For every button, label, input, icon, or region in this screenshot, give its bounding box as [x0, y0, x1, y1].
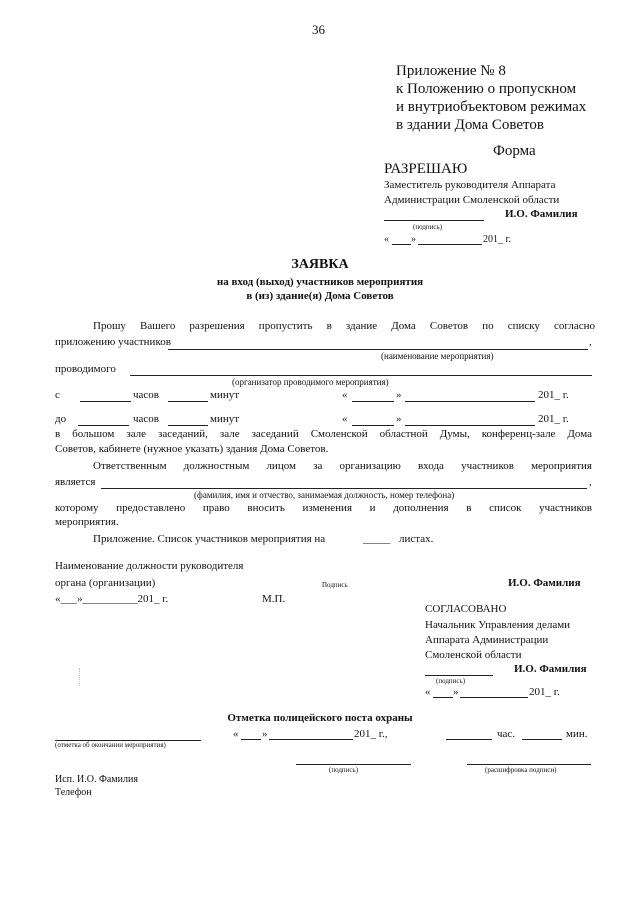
to-date-year: 201_ г. — [538, 413, 569, 425]
organizer-line — [130, 375, 592, 376]
from-label: с — [55, 389, 60, 401]
responsible-line-1: Ответственным должностным лицом за организацию входа участников мероприятия — [93, 460, 592, 472]
to-label: до — [55, 413, 67, 425]
appendix-line-4: в здании Дома Советов — [396, 117, 544, 133]
to-date-month-blank — [405, 425, 535, 426]
from-date-month-blank — [405, 401, 535, 402]
police-date-open: « — [233, 728, 239, 740]
to-date-close: » — [396, 413, 402, 425]
approve-signature-caption: (подпись) — [413, 223, 443, 231]
police-date-month-blank — [269, 739, 353, 740]
responsible-end: , — [589, 476, 592, 488]
responsible-line-2: является — [55, 476, 96, 488]
police-signature-caption: (подпись) — [329, 766, 359, 774]
police-signature-line — [296, 764, 411, 765]
head-date: «___»__________201_ г. — [55, 593, 169, 605]
event-name-line — [168, 349, 588, 350]
agreed-line-3: Смоленской области — [425, 649, 522, 661]
agreed-date-month-blank — [460, 697, 528, 698]
agreed-date-day-blank — [433, 697, 453, 698]
police-minutes-blank — [522, 739, 562, 740]
approve-date-open: « — [384, 234, 389, 245]
approve-date-day-blank — [392, 244, 411, 245]
police-hours-label: час. — [497, 728, 516, 740]
agreed-name: И.О. Фамилия — [514, 663, 587, 675]
approve-signature-line — [384, 220, 484, 221]
appendix-line-3: и внутриобъектовом режимах — [396, 99, 587, 115]
agreed-line-1: Начальник Управления делами — [425, 619, 571, 631]
to-hours-label: часов — [133, 413, 159, 425]
attachment-pages-blank: _____ — [363, 533, 391, 545]
from-hours-label: часов — [133, 389, 159, 401]
executor: Исп. И.О. Фамилия — [55, 774, 138, 785]
stamp-place: М.П. — [262, 593, 286, 605]
agreed-title: СОГЛАСОВАНО — [425, 603, 507, 615]
request-line-1: Прошу Вашего разрешения пропустить в здание Дома Советов по списку согласно — [93, 320, 595, 332]
agreed-line-2: Аппарата Администрации — [425, 634, 549, 646]
form-label: Форма — [493, 143, 536, 159]
agreed-signature-caption: (подпись) — [436, 677, 466, 685]
head-name: И.О. Фамилия — [508, 577, 581, 589]
agreed-date-close: » — [453, 686, 459, 698]
police-date-day-blank — [241, 739, 261, 740]
from-date-open: « — [342, 389, 348, 401]
to-hours-blank — [78, 425, 129, 426]
responsible-caption: (фамилия, имя и отчество, занимаемая должность, номер телефона) — [194, 490, 455, 500]
approve-date-month-blank — [418, 244, 482, 245]
approve-date-close: » — [411, 234, 416, 245]
held-by-label: проводимого — [55, 363, 116, 375]
to-minutes-blank — [168, 425, 208, 426]
police-decode-caption: (расшифровка подписи) — [485, 766, 557, 774]
to-date-open: « — [342, 413, 348, 425]
rights-line-1: которому предоставлено право вносить изменения и дополнения в список участников — [55, 502, 592, 514]
head-signature-label: Подпись — [322, 581, 348, 589]
page-number: 36 — [312, 22, 325, 37]
approve-name: И.О. Фамилия — [505, 208, 578, 220]
approve-position-line-2: Администрации Смоленской области — [384, 194, 560, 206]
rights-line-2: мероприятия. — [55, 516, 119, 528]
location-line-1: в большом зале заседаний, зале заседаний Смоленской областной Думы, конференц-зале Дома — [55, 428, 592, 440]
agreed-date-year: 201_ г. — [529, 686, 560, 698]
document-subtitle-1: на вход (выход) участников мероприятия — [216, 276, 424, 288]
request-line-2: приложению участников — [55, 336, 171, 348]
attachment-text: Приложение. Список участников мероприятия на — [93, 533, 326, 545]
police-hours-blank — [446, 739, 492, 740]
from-hours-blank — [80, 401, 131, 402]
scan-mark — [79, 668, 81, 686]
from-date-day-blank — [352, 401, 394, 402]
head-position-line-2: органа (организации) — [55, 577, 156, 589]
appendix-line-2: к Положению о пропускном — [396, 81, 577, 97]
approve-position-line-1: Заместитель руководителя Аппарата — [384, 179, 556, 191]
organizer-caption: (организатор проводимого мероприятия) — [232, 377, 389, 387]
from-minutes-label: минут — [210, 389, 240, 401]
from-minutes-blank — [168, 401, 208, 402]
agreed-date-open: « — [425, 686, 431, 698]
approve-title: РАЗРЕШАЮ — [384, 161, 468, 177]
approve-date-year: 201_ г. — [483, 234, 511, 245]
event-name-end: , — [589, 336, 592, 348]
police-date-close: » — [262, 728, 268, 740]
attachment-end: листах. — [399, 533, 434, 545]
document-title: ЗАЯВКА — [291, 257, 349, 272]
event-name-caption: (наименование мероприятия) — [381, 351, 494, 361]
from-date-year: 201_ г. — [538, 389, 569, 401]
to-date-day-blank — [352, 425, 394, 426]
responsible-person-line — [101, 488, 587, 489]
police-title: Отметка полицейского поста охраны — [227, 712, 413, 724]
from-date-close: » — [396, 389, 402, 401]
agreed-signature-line — [425, 675, 493, 676]
police-minutes-label: мин. — [566, 728, 588, 740]
police-end-mark-caption: (отметка об окончании мероприятия) — [55, 741, 166, 749]
appendix-line-1: Приложение № 8 — [396, 63, 506, 79]
to-minutes-label: минут — [210, 413, 240, 425]
document-subtitle-2: в (из) здание(я) Дома Советов — [246, 290, 394, 302]
phone: Телефон — [55, 787, 92, 798]
location-line-2: Советов, кабинете (нужное указать) здания Дома Советов. — [55, 443, 329, 455]
police-decode-line — [467, 764, 591, 765]
head-position-line-1: Наименование должности руководителя — [55, 560, 244, 572]
police-date-year: 201_ г., — [354, 728, 388, 740]
